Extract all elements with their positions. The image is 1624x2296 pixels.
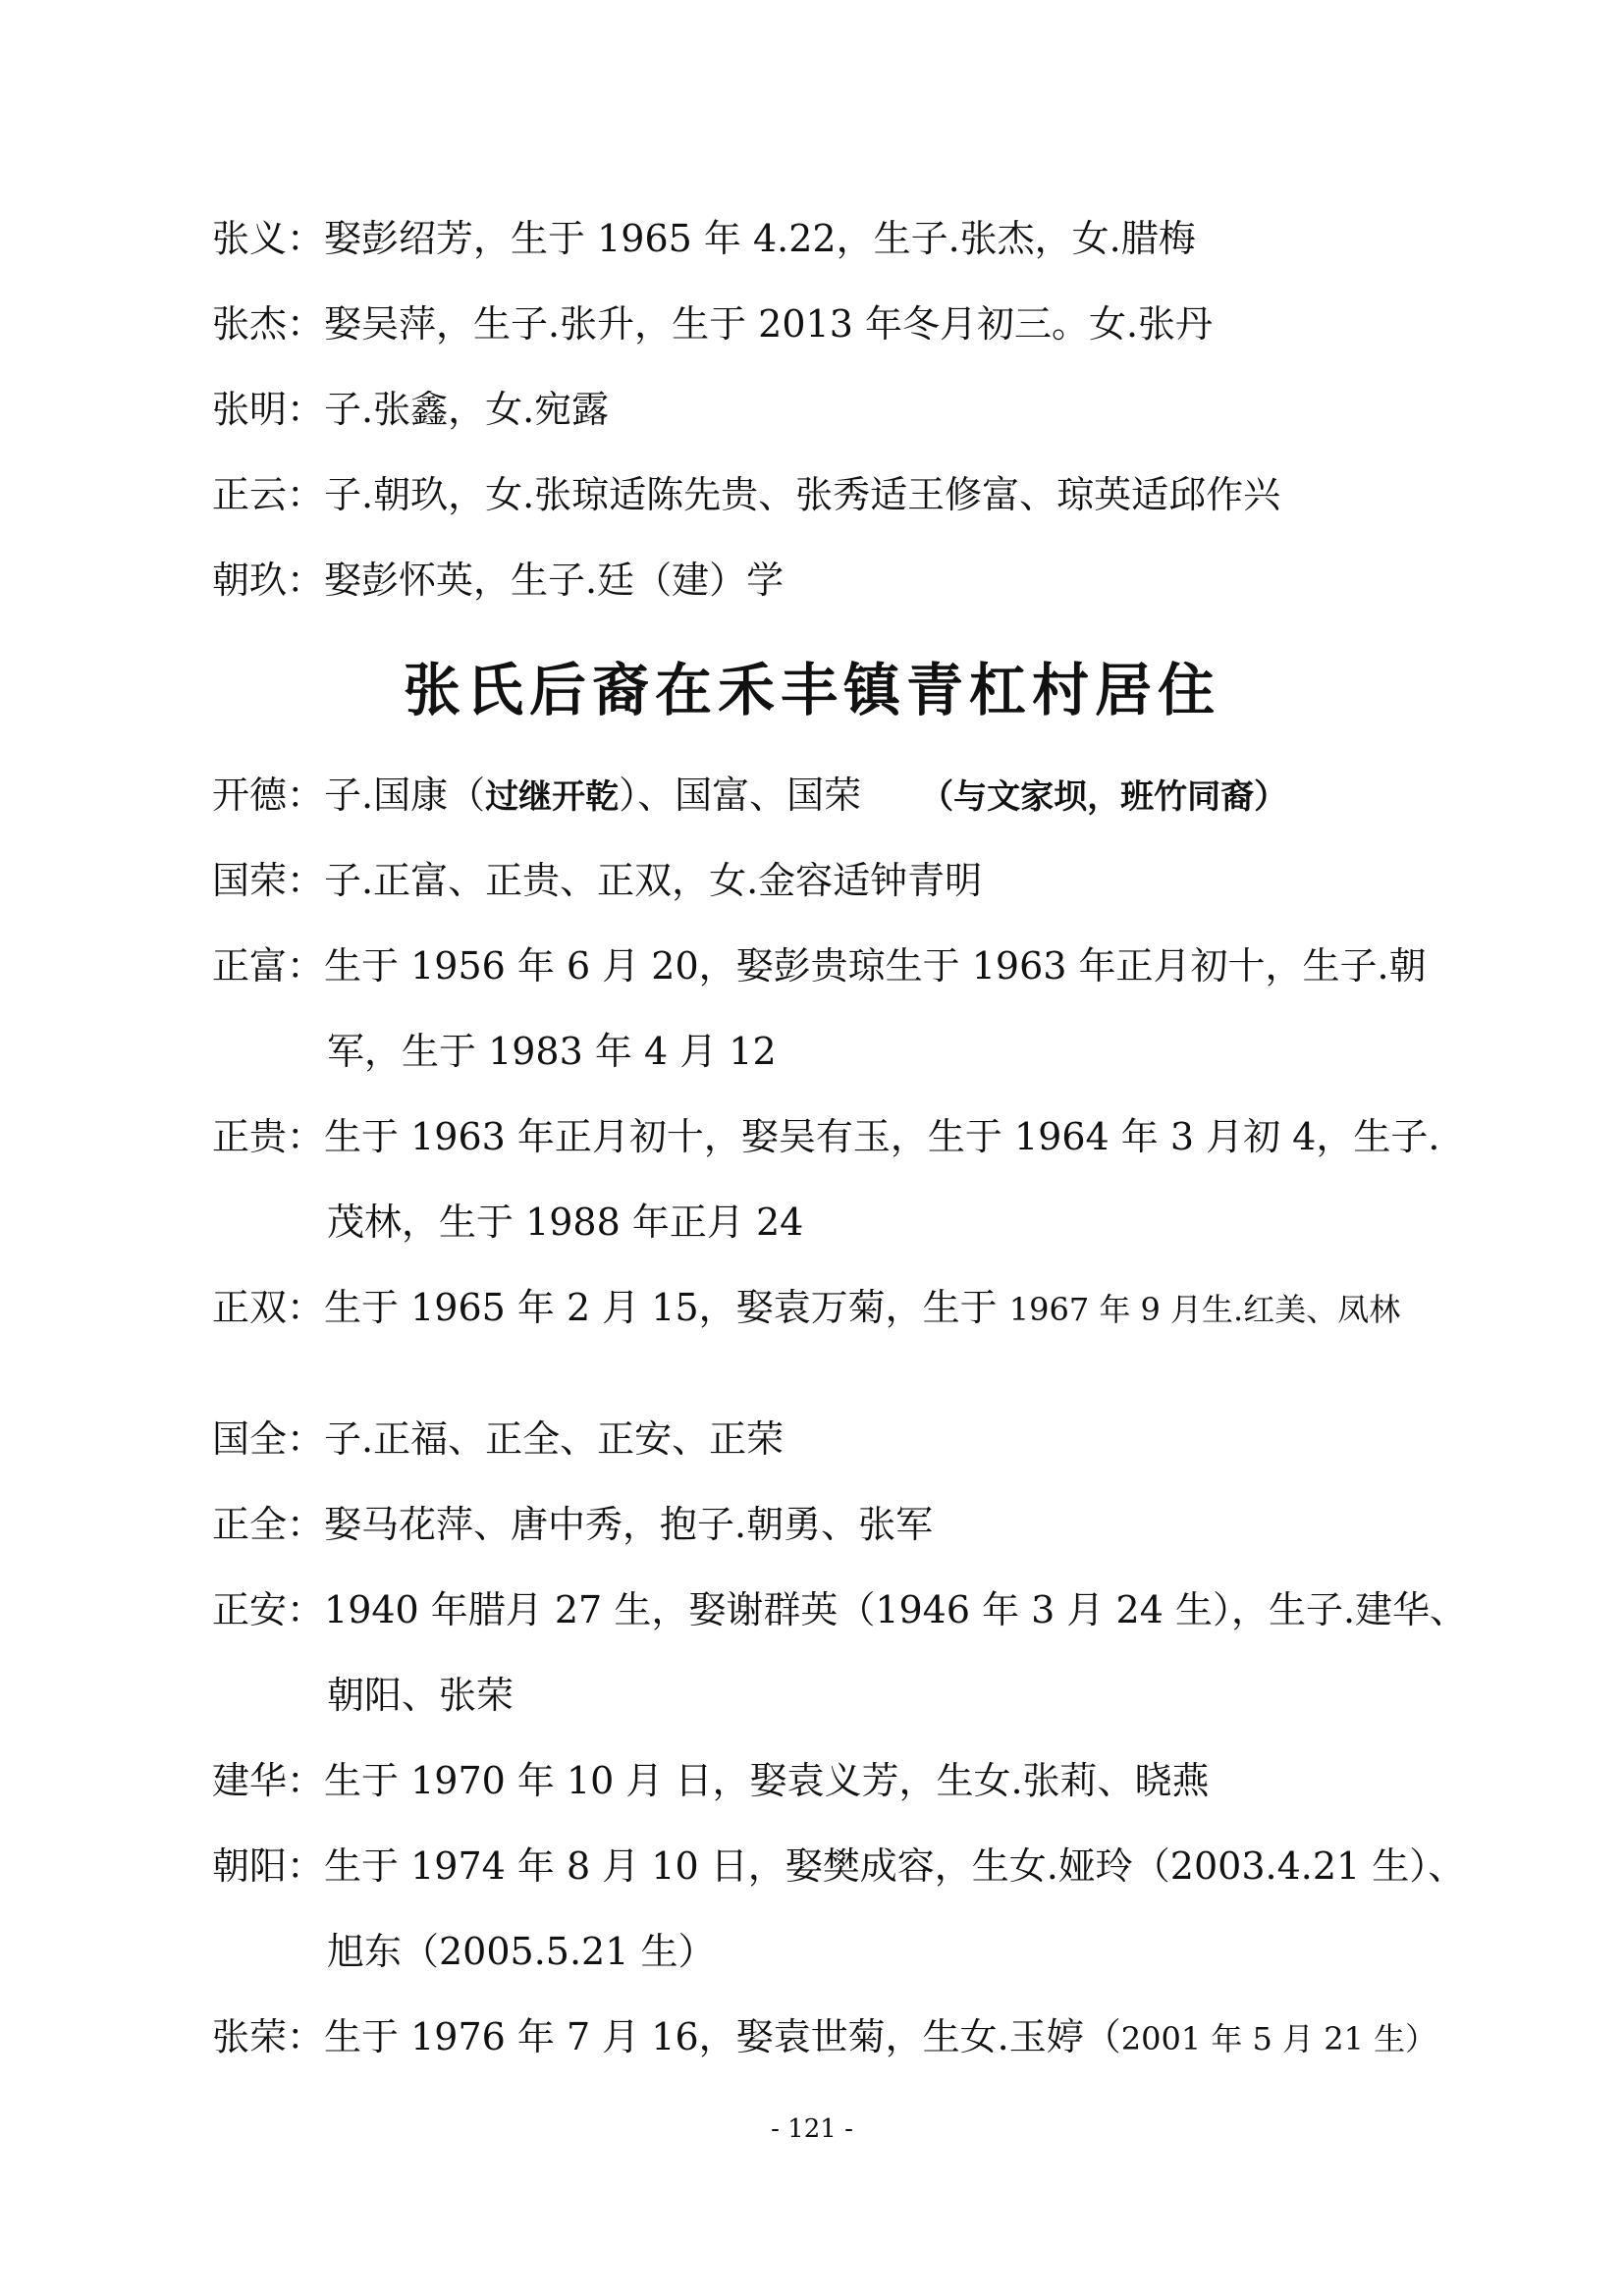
entry-text: 生于 1970 年 10 月 日，娶袁义芳，生女.张莉、晓燕 [324, 1759, 1210, 1802]
entry-text: 娶彭怀英，生子.廷（建）学 [324, 559, 785, 602]
entry-zhangyi [212, 214, 1196, 263]
entry-name: 张义： [212, 217, 325, 260]
entry-text: 子.朝玖，女.张琼适陈先贵、张秀适王修富、琼英适邱作兴 [324, 473, 1281, 516]
entry-name: 张杰： [212, 302, 325, 346]
entry-name: 国全： [212, 1417, 325, 1461]
entry-zhenggui-continued: 茂林，生于 1988 年正月 24 [327, 1201, 804, 1244]
entry-text: 1940 年腊月 27 生，娶谢群英（1946 年 3 月 24 生），生子.建华、 [324, 1588, 1468, 1631]
entry-name: 正双： [212, 1286, 325, 1329]
entry-zhengfu [212, 941, 1427, 990]
section-heading: 张氏后裔在禾丰镇青杠村居住 [403, 657, 1220, 723]
entry-zhenggui [212, 1112, 1439, 1161]
entry-text-small: 2001 年 5 月 21 生） [1120, 2020, 1437, 2057]
entry-guorong [212, 856, 982, 905]
page-number: - 121 - [771, 2114, 853, 2144]
entry-name: 正安： [212, 1588, 325, 1631]
entry-text: 子.正富、正贵、正双，女.金容适钟青明 [324, 859, 983, 902]
entry-text: ）、国富、国荣 [619, 774, 862, 817]
entry-zhengan-continued: 朝阳、张荣 [327, 1674, 514, 1717]
entry-text: 娶马花萍、唐中秀，抱子.朝勇、张军 [324, 1503, 934, 1546]
entry-name: 朝玖： [212, 559, 325, 602]
entry-zhengquan [212, 1500, 933, 1549]
entry-text: 生于 1974 年 8 月 10 日，娶樊成容，生女.娅玲（2003.4.21 生）、 [324, 1844, 1466, 1888]
entry-text: 生于 1965 年 2 月 15，娶袁万菊，生于 [324, 1286, 1009, 1329]
entry-zhengshuang [212, 1283, 1400, 1334]
entry-chaoyang-continued: 旭东（2005.5.21 生） [327, 1930, 716, 1973]
entry-zhengfu-continued: 军，生于 1983 年 4 月 12 [327, 1030, 777, 1073]
entry-guoquan [212, 1415, 784, 1464]
entry-zhangming [212, 385, 609, 434]
entry-text: 生于 1963 年正月初十，娶吴有玉，生于 1964 年 3 月初 4，生子. [324, 1115, 1440, 1158]
entry-name: 正富： [212, 944, 325, 988]
entry-zhengyun [212, 470, 1280, 519]
entry-zhangjie [212, 299, 1213, 348]
entry-name: 张明： [212, 388, 325, 431]
entry-name: 建华： [212, 1759, 325, 1802]
entry-name: 正云： [212, 473, 325, 516]
entry-name: 国荣： [212, 859, 325, 902]
entry-text: 生于 1976 年 7 月 16，娶袁世菊，生女.玉婷（ [324, 2015, 1121, 2058]
entry-name: 开德： [212, 774, 325, 817]
entry-name: 朝阳： [212, 1844, 325, 1888]
entry-name: 张荣： [212, 2015, 325, 2058]
entry-text: 子.正福、正全、正安、正荣 [324, 1417, 785, 1461]
entry-text: 娶彭绍芳，生于 1965 年 4.22，生子.张杰，女.腊梅 [324, 217, 1196, 260]
entry-jianhua [212, 1756, 1210, 1805]
entry-chaojiu [212, 556, 784, 605]
lineage-note: （与文家坝，班竹同裔） [920, 777, 1288, 817]
entry-text: 子.张鑫，女.宛露 [324, 388, 610, 431]
entry-text: 娶吴萍，生子.张升，生于 2013 年冬月初三。女.张丹 [324, 302, 1214, 346]
entry-text-small: 1967 年 9 月生.红美、凤林 [1008, 1291, 1401, 1328]
entry-text: 生于 1956 年 6 月 20，娶彭贵琼生于 1963 年正月初十，生子.朝 [324, 944, 1427, 988]
entry-name: 正全： [212, 1503, 325, 1546]
entry-zhengan [212, 1585, 1467, 1634]
adoption-note: 过继开乾 [485, 777, 620, 817]
entry-name: 正贵： [212, 1115, 325, 1158]
entry-chaoyang [212, 1842, 1465, 1891]
entry-kaide [212, 771, 1287, 822]
entry-zhangrong [212, 2012, 1436, 2063]
entry-text: 子.国康（ [324, 774, 486, 817]
